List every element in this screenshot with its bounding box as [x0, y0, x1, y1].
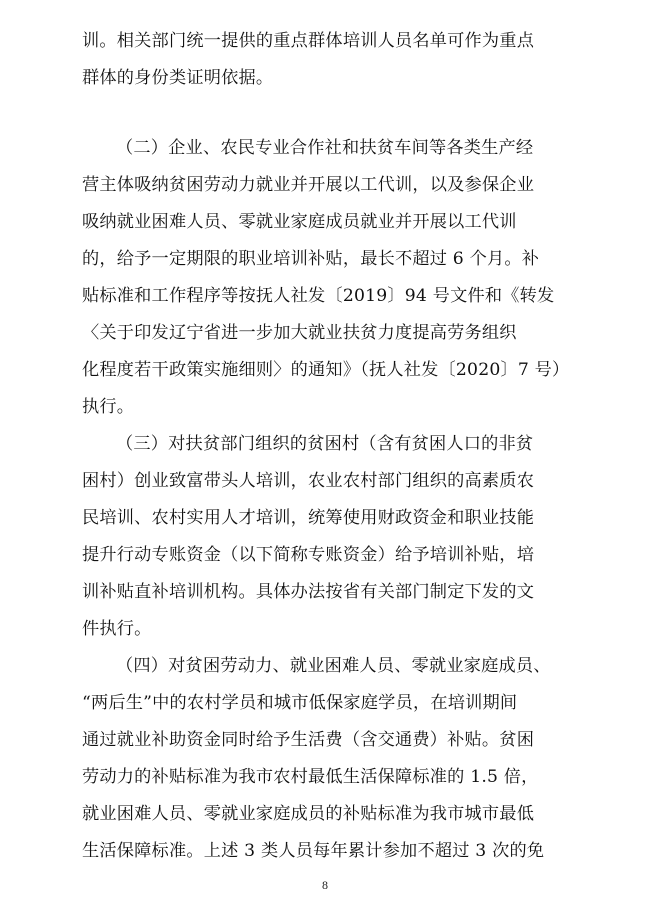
text-line: 困村）创业致富带头人培训，农业农村部门组织的高素质农: [82, 471, 535, 491]
text-line: 执行。: [82, 397, 135, 417]
text-line: 群体的身份类证明依据。: [82, 68, 274, 88]
text-line: 训补贴直补培训机构。具体办法按省有关部门制定下发的文: [82, 582, 535, 602]
text-line: 通过就业补助资金同时给予生活费（含交通费）补贴。贫困: [82, 730, 535, 750]
text-line: 吸纳就业困难人员、零就业家庭成员就业并开展以工代训: [82, 212, 517, 232]
text-line: 件执行。: [82, 619, 152, 639]
text-line: 贴标准和工作程序等按抚人社发〔2019〕94 号文件和《转发: [82, 286, 555, 306]
text-line: 训。相关部门统一提供的重点群体培训人员名单可作为重点: [82, 31, 535, 51]
page-number: 8: [322, 878, 328, 892]
section-3-heading-line: （三）对扶贫部门组织的贫困村（含有贫困人口的非贫: [116, 434, 534, 454]
text-line: 的，给予一定期限的职业培训补贴，最长不超过 6 个月。补: [82, 249, 540, 269]
text-line: 化程度若干政策实施细则〉的通知》（抚人社发〔2020〕7 号）: [82, 360, 570, 380]
text-line: 民培训、农村实用人才培训，统筹使用财政资金和职业技能: [82, 508, 535, 528]
text-line: 提升行动专账资金（以下简称专账资金）给予培训补贴，培: [82, 545, 535, 565]
section-2-heading-line: （二）企业、农民专业合作社和扶贫车间等各类生产经: [116, 138, 534, 158]
text-line: 劳动力的补贴标准为我市农村最低生活保障标准的 1.5 倍，: [82, 767, 539, 787]
section-4-heading-line: （四）对贫困劳动力、就业困难人员、零就业家庭成员、: [116, 656, 551, 676]
text-line: 生活保障标准。上述 3 类人员每年累计参加不超过 3 次的免: [82, 841, 545, 861]
text-line: 营主体吸纳贫困劳动力就业并开展以工代训，以及参保企业: [82, 175, 535, 195]
text-line: 〈关于印发辽宁省进一步加大就业扶贫力度提高劳务组织: [82, 323, 517, 343]
text-line: “两后生”中的农村学员和城市低保家庭学员，在培训期间: [82, 693, 518, 713]
text-line: 就业困难人员、零就业家庭成员的补贴标准为我市城市最低: [82, 804, 535, 824]
